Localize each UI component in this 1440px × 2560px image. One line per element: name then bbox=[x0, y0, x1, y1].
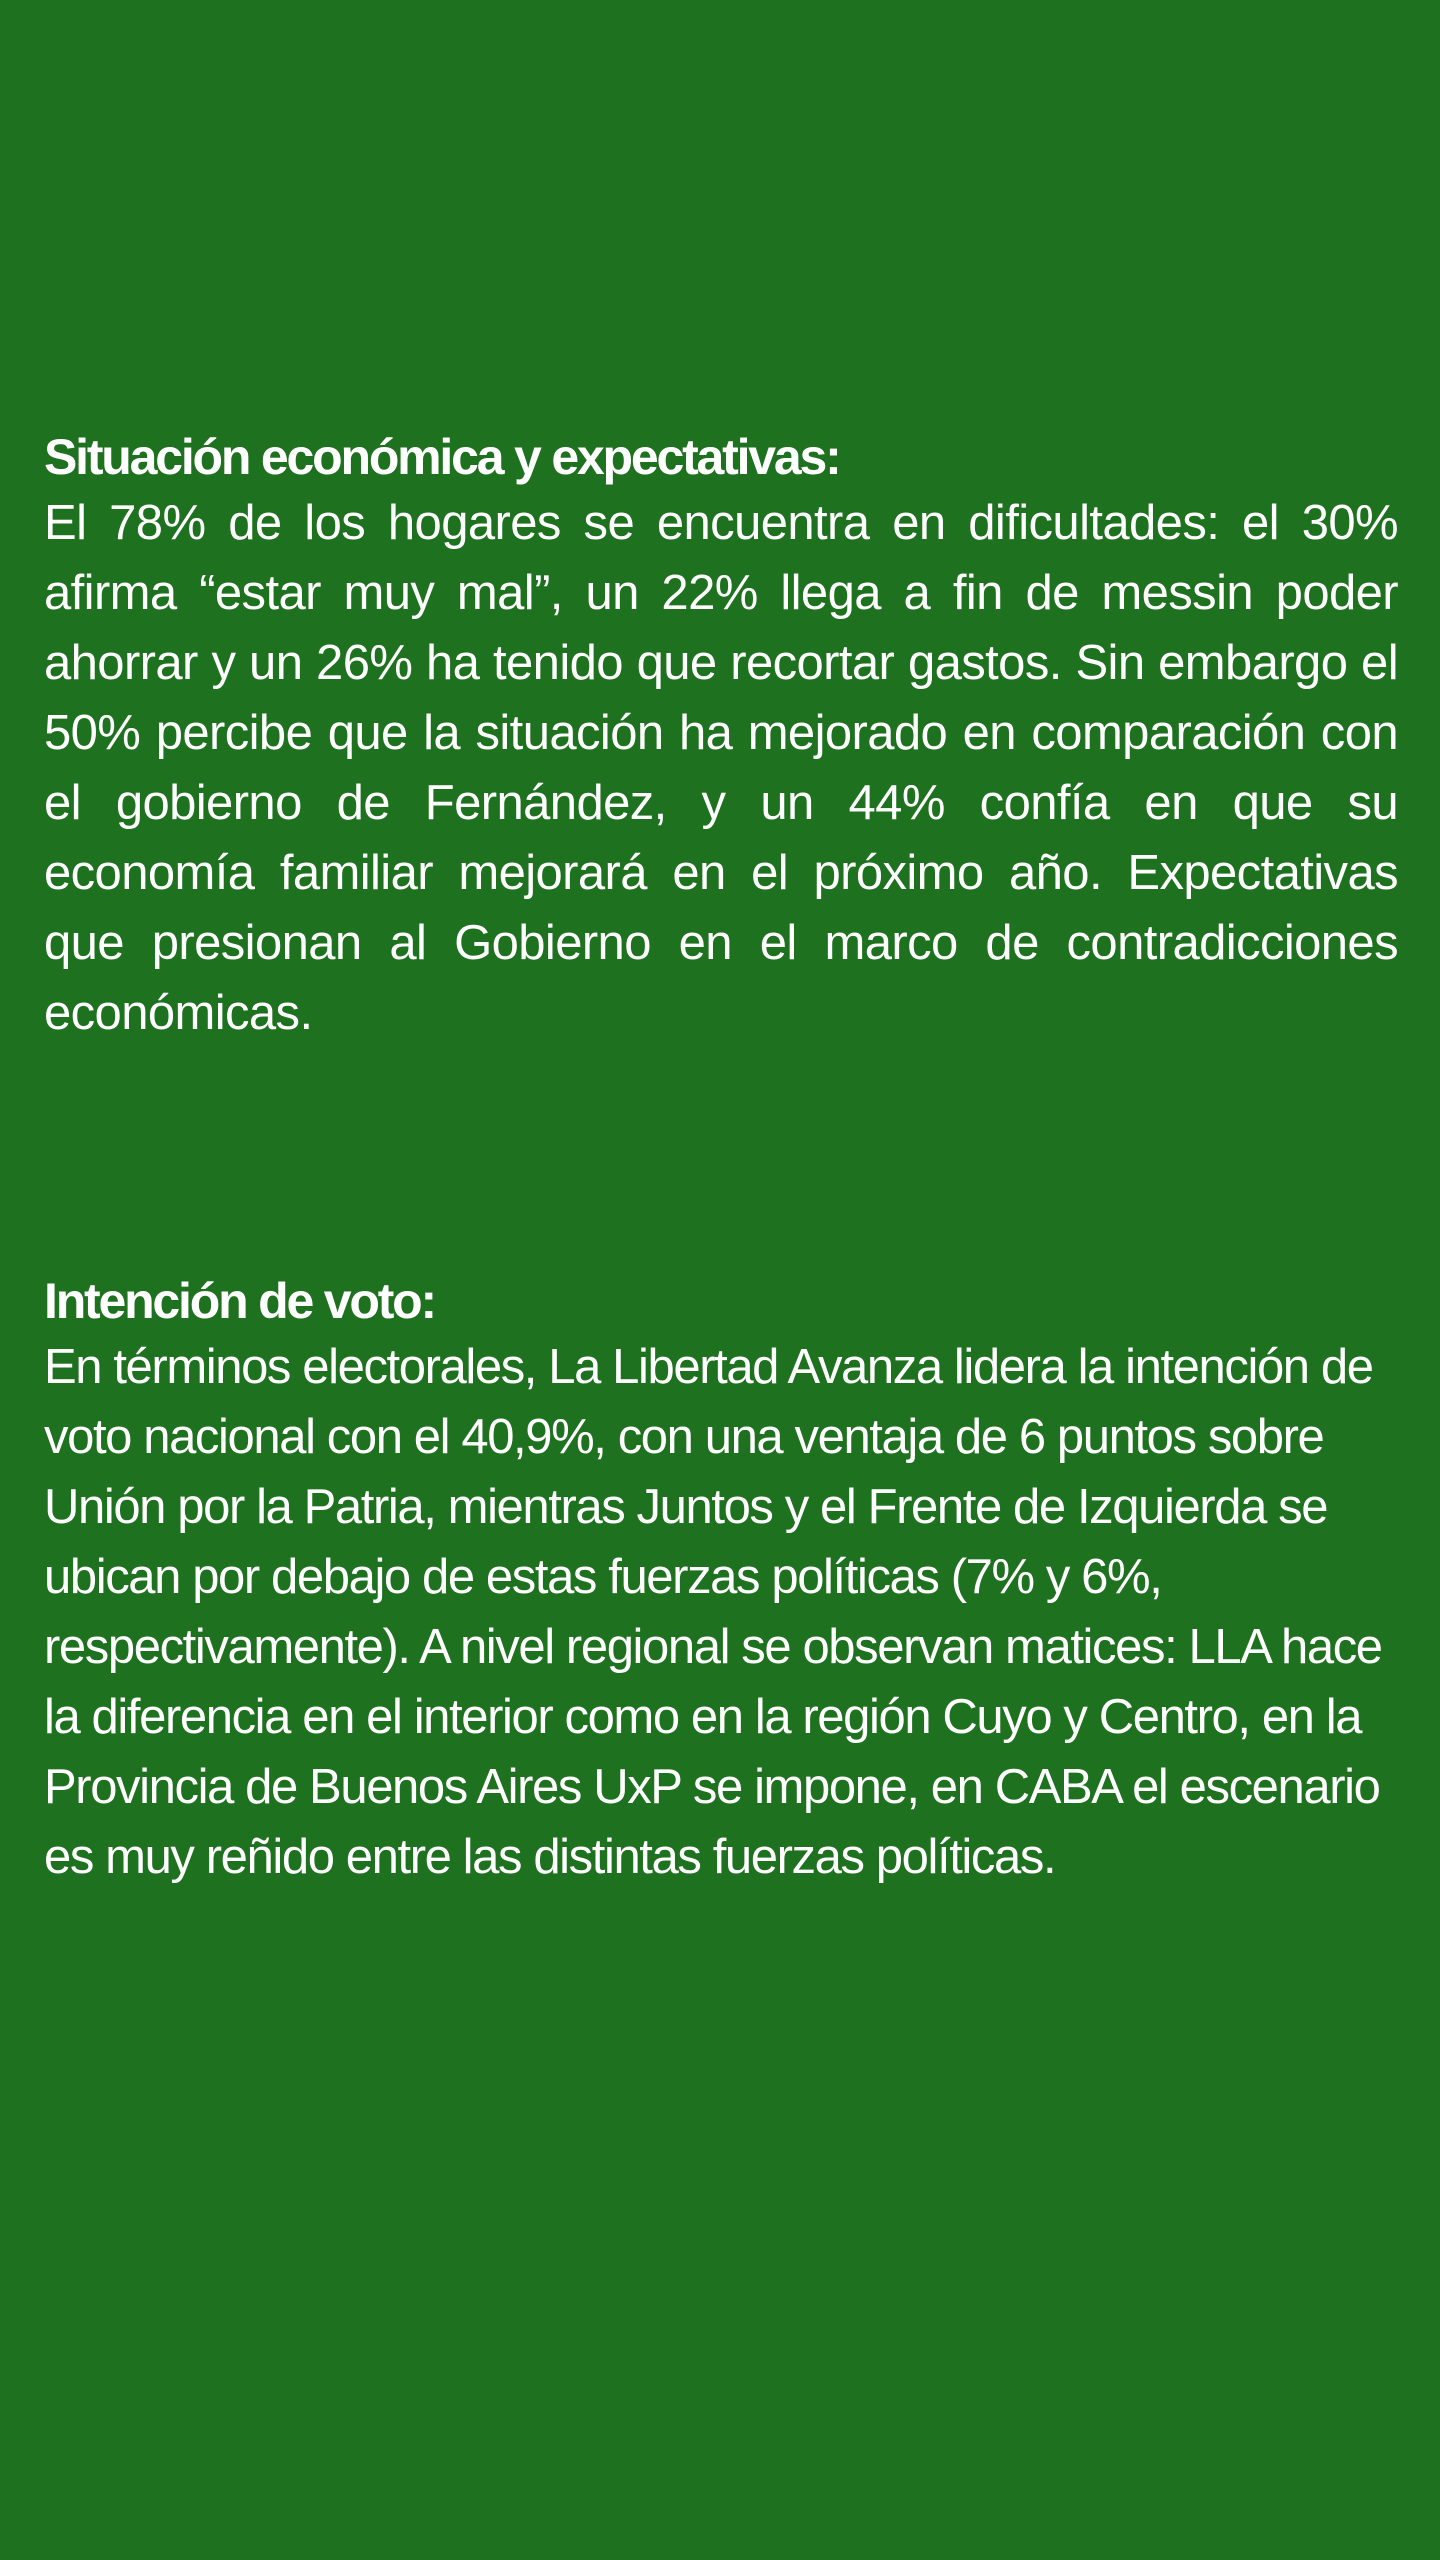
section-body: El 78% de los hogares se encuentra en dificultades: el 30% afirma “estar muy mal”, un 22% llega a fin de messin poder ahorrar y un 26% ha tenido que recortar gastos. Sin embargo el 50% percibe que la situación ha mejorado en comparación con el gobierno de Fernández, y un 44% confía en que su economía familiar mejorará en el próximo año. Expectativas que presionan al Gobierno en el marco de contradicciones económicas. bbox=[44, 496, 1398, 1040]
section-situacion-economica bbox=[44, 426, 1398, 1048]
section-intencion-de-voto bbox=[44, 1270, 1398, 1892]
section-body: En términos electorales, La Libertad Avanza lidera la intención de voto nacional con el 40,9%, con una ventaja de 6 puntos sobre Unión por la Patria, mientras Juntos y el Frente de Izquierda se ubican por debajo de estas fuerzas políticas (7% y 6%, respectivamente). A nivel regional se observan matices: LLA hace la diferencia en el interior como en la región Cuyo y Centro, en la Provincia de Buenos Aires UxP se impone, en CABA el escenario es muy reñido entre las distintas fuerzas políticas. bbox=[44, 1340, 1382, 1884]
section-heading: Intención de voto: bbox=[44, 1273, 435, 1329]
page-content bbox=[44, 0, 1398, 2560]
section-heading: Situación económica y expectativas: bbox=[44, 429, 840, 485]
